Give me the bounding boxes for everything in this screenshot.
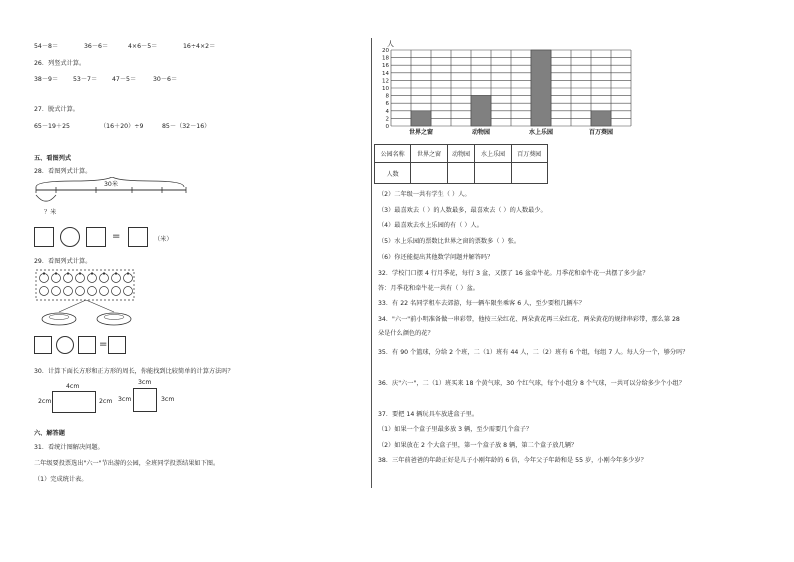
q31-sub6: （6）你还能提出其他数学问题并解答吗？ bbox=[378, 254, 494, 261]
q28-part-label: ？米 bbox=[44, 209, 57, 216]
answer-box[interactable] bbox=[78, 336, 96, 354]
q27-item: （16＋20）÷9 bbox=[100, 123, 144, 130]
table-header: 百万葵园 bbox=[511, 145, 547, 163]
q34-text-line1: 34．"六一"前小明准备做一串彩带，他按三朵红花、两朵黄花再三朵红花、两朵黄花的规律串彩带，那么第 28 bbox=[378, 316, 680, 323]
q31-sub1: （1）完成统计表。 bbox=[34, 476, 88, 483]
x-tick-label: 动物园 bbox=[471, 129, 491, 136]
x-tick-label: 水上乐园 bbox=[528, 129, 554, 136]
q26-item: 53－7＝ bbox=[73, 76, 98, 83]
y-tick-label: 4 bbox=[385, 108, 389, 115]
q27-item: 65－19＋25 bbox=[34, 123, 70, 130]
q37-sub1: （1）如果一个盒子里最多放 3 辆，至少需要几个盒子？ bbox=[378, 426, 533, 433]
q31-sub3: （3）最喜欢去（ ）的人数最多，最喜欢去（ ）的人数最少。 bbox=[378, 207, 547, 214]
q37-sub2: （2）如果放在 2 个大盒子里，第一个盒子放 8 辆，第二个盒子放几辆？ bbox=[378, 442, 578, 449]
bar bbox=[471, 96, 491, 126]
q31-sub2: （2）二年级一共有学生（ ）人。 bbox=[378, 191, 471, 198]
y-tick-label: 6 bbox=[385, 101, 389, 108]
q28-total-label: 30米 bbox=[104, 181, 119, 188]
answer-box[interactable] bbox=[128, 227, 148, 247]
q32-text: 32．学校门口摆 4 行月季花，每行 3 盆，又摆了 16 盆牵牛花。月季花和牵牛花一共摆了多少盆？ bbox=[378, 270, 649, 277]
table-header: 公园名称 bbox=[375, 145, 411, 163]
y-tick-label: 0 bbox=[385, 124, 389, 130]
section-5-heading: 五、看图列式 bbox=[34, 155, 72, 162]
rectangle-shape bbox=[52, 391, 96, 413]
section-6-heading: 六、解答题 bbox=[34, 430, 65, 437]
q31-sub5: （5）水上乐园的票数比世界之窗的票数多（ ）张。 bbox=[378, 238, 521, 245]
table-cell[interactable] bbox=[511, 163, 547, 184]
apple-group-picture bbox=[34, 268, 138, 302]
table-header: 世界之窗 bbox=[411, 145, 447, 163]
q28-title: 28．看图列式计算。 bbox=[34, 168, 92, 175]
square-right-label: 3cm bbox=[161, 396, 175, 403]
q29-title: 29．看图列式计算。 bbox=[34, 258, 92, 265]
q26-item: 38－9＝ bbox=[34, 76, 59, 83]
calc-item: 36－6＝ bbox=[84, 43, 109, 50]
calc-item: 4×6－5＝ bbox=[128, 43, 158, 50]
y-tick-label: 14 bbox=[382, 70, 389, 77]
bar bbox=[591, 111, 611, 126]
rect-left-label: 2cm bbox=[38, 398, 52, 405]
q37-text: 37．要把 14 辆玩具车放进盒子里。 bbox=[378, 411, 479, 418]
square-left-label: 3cm bbox=[118, 396, 132, 403]
square-top-label: 3cm bbox=[138, 379, 152, 386]
q27-title: 27．脱式计算。 bbox=[34, 106, 79, 113]
calc-item: 54－8＝ bbox=[34, 43, 59, 50]
rect-top-label: 4cm bbox=[66, 383, 80, 390]
bar-chart bbox=[373, 38, 635, 142]
q32-answer: 答：月季花和牵牛花一共有（ ）盆。 bbox=[378, 285, 479, 292]
q34-text-line2: 朵是什么颜色的花？ bbox=[378, 330, 434, 337]
table-cell[interactable] bbox=[475, 163, 511, 184]
answer-box[interactable] bbox=[108, 336, 126, 354]
q31-title: 31．看统计图解决问题。 bbox=[34, 444, 104, 451]
y-tick-label: 20 bbox=[382, 48, 389, 54]
table-header: 水上乐园 bbox=[475, 145, 511, 163]
table-cell[interactable] bbox=[411, 163, 447, 184]
table-row-label: 人数 bbox=[375, 163, 411, 184]
q26-item: 47－5＝ bbox=[112, 76, 137, 83]
y-tick-label: 16 bbox=[382, 63, 389, 70]
answer-box[interactable] bbox=[34, 227, 54, 247]
y-tick-label: 10 bbox=[382, 86, 389, 92]
equals-sign: = bbox=[99, 339, 108, 350]
stats-table bbox=[374, 144, 548, 184]
q26-item: 30－6＝ bbox=[153, 76, 178, 83]
y-axis-label: 人 bbox=[387, 40, 394, 48]
table-header: 动物园 bbox=[447, 145, 475, 163]
q31-description: 二年级要投票选出"六一"节出游的公园，全班同学投票结果如下图。 bbox=[34, 460, 220, 467]
y-tick-label: 8 bbox=[385, 93, 389, 100]
column-divider bbox=[371, 38, 372, 488]
q27-item: 85－（32－16） bbox=[162, 123, 211, 130]
q35-text: 35．有 90 个篮球，分给 2 个班，二（1）班有 44 人，二（2）班有 6 个组，每组 7 人。每人分一个，够分吗？ bbox=[378, 349, 689, 356]
q31-sub4: （4）最喜欢去水上乐园的有（ ）人。 bbox=[378, 222, 483, 229]
q30-title: 30．计算下面长方形和正方形的周长，你能找到比较简单的计算方法吗？ bbox=[34, 368, 234, 375]
q26-title: 26．列竖式计算。 bbox=[34, 60, 86, 67]
rect-right-label: 2cm bbox=[99, 398, 113, 405]
y-tick-label: 12 bbox=[382, 78, 389, 85]
q28-unit: （米） bbox=[154, 236, 173, 243]
answer-box[interactable] bbox=[34, 336, 52, 354]
bar bbox=[531, 50, 551, 126]
y-tick-label: 2 bbox=[385, 116, 389, 123]
q33-text: 33．有 22 名同学租车去郊游，每一辆车限坐乘客 6 人，至少要租几辆车？ bbox=[378, 300, 585, 307]
bar bbox=[411, 111, 431, 126]
operator-circle[interactable] bbox=[60, 227, 80, 247]
operator-circle[interactable] bbox=[56, 336, 74, 354]
y-tick-label: 18 bbox=[382, 55, 389, 62]
q38-text: 38．三年前爸爸的年龄正好是儿子小刚年龄的 6 倍，今年父子年龄和是 55 岁，小刚今年多少岁？ bbox=[378, 457, 647, 464]
table-cell[interactable] bbox=[447, 163, 475, 184]
q36-text: 36．庆"六一"，二（1）班买来 18 个黄气球，30 个红气球，每个小组分 8 个气球，一共可以分给多少个小组？ bbox=[378, 380, 685, 387]
equals-sign: = bbox=[112, 231, 121, 242]
x-tick-label: 百万葵园 bbox=[588, 129, 614, 136]
answer-box[interactable] bbox=[86, 227, 106, 247]
plates-picture bbox=[34, 300, 144, 330]
x-tick-label: 世界之窗 bbox=[408, 129, 434, 136]
calc-item: 16÷4×2＝ bbox=[183, 43, 216, 50]
square-shape bbox=[133, 388, 157, 412]
